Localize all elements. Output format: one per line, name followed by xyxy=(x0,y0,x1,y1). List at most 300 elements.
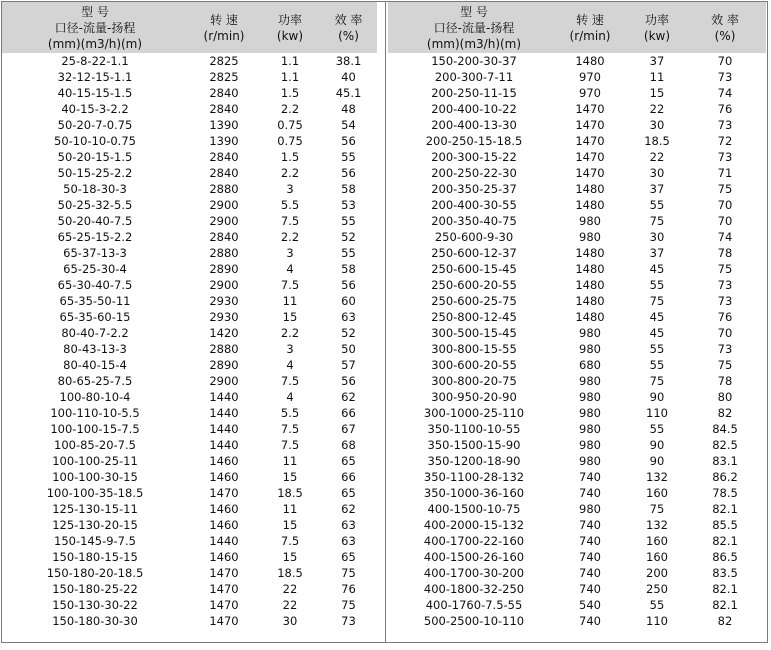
cell-efficiency: 73 xyxy=(717,150,733,164)
cell-model: 65-25-30-4 xyxy=(63,262,127,276)
cell-speed: 1470 xyxy=(575,134,605,148)
cell-model: 350-1100-28-132 xyxy=(423,470,525,484)
cell-efficiency: 56 xyxy=(341,166,356,180)
cell-model: 65-25-15-2.2 xyxy=(57,230,133,244)
table-row xyxy=(2,533,377,549)
cell-speed: 1440 xyxy=(209,534,239,548)
cell-speed: 970 xyxy=(579,86,601,100)
cell-power: 15 xyxy=(282,550,298,564)
header-speed-title: 转 速 xyxy=(210,13,238,27)
cell-speed: 980 xyxy=(579,502,601,516)
cell-speed: 1460 xyxy=(209,518,239,532)
cell-speed: 980 xyxy=(579,230,601,244)
cell-model: 300-1000-25-110 xyxy=(423,406,525,420)
cell-model: 100-100-30-15 xyxy=(52,470,138,484)
cell-model: 25-8-22-1.1 xyxy=(61,54,129,68)
cell-power: 55 xyxy=(649,198,665,212)
right-table-body xyxy=(388,53,766,629)
cell-efficiency: 57 xyxy=(341,358,356,372)
table-row xyxy=(2,517,377,533)
table-row xyxy=(2,197,377,213)
table-row xyxy=(388,149,766,165)
header-efficiency-units: (%) xyxy=(338,29,359,43)
table-row xyxy=(388,485,766,501)
cell-efficiency: 78.5 xyxy=(712,486,738,500)
cell-speed: 2930 xyxy=(209,310,239,324)
cell-efficiency: 56 xyxy=(341,278,356,292)
table-row xyxy=(388,85,766,101)
table-row xyxy=(2,341,377,357)
table-row xyxy=(388,341,766,357)
cell-speed: 980 xyxy=(579,454,601,468)
header-speed-units: (r/min) xyxy=(203,29,245,43)
cell-efficiency: 84.5 xyxy=(712,422,738,436)
table-row xyxy=(388,309,766,325)
cell-model: 40-15-15-1.5 xyxy=(57,86,133,100)
cell-model: 50-20-7-0.75 xyxy=(57,118,133,132)
cell-power: 22 xyxy=(649,150,665,164)
cell-power: 30 xyxy=(649,230,665,244)
cell-power: 200 xyxy=(646,566,668,580)
cell-speed: 980 xyxy=(579,326,601,340)
cell-efficiency: 38.1 xyxy=(335,54,362,68)
cell-efficiency: 82.1 xyxy=(712,502,738,516)
table-row xyxy=(2,101,377,117)
cell-model: 350-1100-10-55 xyxy=(427,422,521,436)
cell-efficiency: 56 xyxy=(341,374,356,388)
table-row xyxy=(2,597,377,613)
cell-efficiency: 58 xyxy=(341,262,356,276)
cell-speed: 1480 xyxy=(575,294,605,308)
cell-efficiency: 70 xyxy=(717,54,733,68)
cell-power: 22 xyxy=(649,102,665,116)
cell-efficiency: 83.5 xyxy=(712,566,738,580)
cell-efficiency: 56 xyxy=(341,134,356,148)
cell-model: 300-800-15-55 xyxy=(431,342,517,356)
cell-efficiency: 75 xyxy=(717,262,733,276)
cell-speed: 980 xyxy=(579,422,601,436)
cell-model: 50-10-10-0.75 xyxy=(54,134,136,148)
table-row xyxy=(2,405,377,421)
cell-power: 18.5 xyxy=(277,486,303,500)
cell-model: 150-180-30-30 xyxy=(52,614,138,628)
cell-power: 11 xyxy=(282,502,298,516)
table-row xyxy=(2,549,377,565)
cell-model: 65-37-13-3 xyxy=(63,246,127,260)
cell-power: 75 xyxy=(649,294,665,308)
table-row xyxy=(388,357,766,373)
cell-power: 11 xyxy=(282,294,298,308)
cell-model: 500-2500-10-110 xyxy=(423,614,525,628)
cell-speed: 1470 xyxy=(575,150,605,164)
cell-efficiency: 83.1 xyxy=(712,454,738,468)
cell-efficiency: 68 xyxy=(341,438,356,452)
cell-power: 5.5 xyxy=(280,406,300,420)
header-power xyxy=(620,2,694,53)
cell-efficiency: 74 xyxy=(717,86,733,100)
cell-speed: 1460 xyxy=(209,502,239,516)
cell-speed: 740 xyxy=(579,518,601,532)
table-row xyxy=(2,133,377,149)
cell-speed: 1420 xyxy=(209,326,239,340)
cell-speed: 2840 xyxy=(209,150,239,164)
cell-power: 7.5 xyxy=(280,438,300,452)
cell-efficiency: 78 xyxy=(717,246,733,260)
cell-power: 1.1 xyxy=(280,54,300,68)
cell-speed: 970 xyxy=(579,70,601,84)
cell-power: 15 xyxy=(282,310,298,324)
table-row xyxy=(388,581,766,597)
table-row xyxy=(388,117,766,133)
cell-model: 125-130-20-15 xyxy=(52,518,138,532)
cell-efficiency: 66 xyxy=(341,406,356,420)
cell-efficiency: 75 xyxy=(717,358,733,372)
cell-speed: 540 xyxy=(579,598,601,612)
cell-efficiency: 70 xyxy=(717,326,733,340)
cell-model: 150-145-9-7.5 xyxy=(54,534,136,548)
cell-efficiency: 71 xyxy=(717,166,733,180)
cell-speed: 1440 xyxy=(209,390,239,404)
table-row xyxy=(388,533,766,549)
header-model-title: 型 号 xyxy=(460,5,488,19)
cell-efficiency: 75 xyxy=(717,182,733,196)
cell-speed: 740 xyxy=(579,534,601,548)
cell-speed: 980 xyxy=(579,390,601,404)
cell-efficiency: 73 xyxy=(717,118,733,132)
table-row xyxy=(2,261,377,277)
cell-speed: 1470 xyxy=(209,486,239,500)
table-row xyxy=(388,165,766,181)
cell-power: 30 xyxy=(282,614,298,628)
table-row xyxy=(2,245,377,261)
table-row xyxy=(388,565,766,581)
cell-efficiency: 65 xyxy=(341,454,356,468)
cell-speed: 680 xyxy=(579,358,601,372)
cell-speed: 2880 xyxy=(209,182,239,196)
header-speed-title: 转 速 xyxy=(576,13,604,27)
cell-efficiency: 76 xyxy=(341,582,356,596)
cell-model: 50-25-32-5.5 xyxy=(57,198,133,212)
cell-power: 90 xyxy=(649,390,665,404)
cell-speed: 980 xyxy=(579,342,601,356)
table-row xyxy=(2,85,377,101)
table-row xyxy=(2,277,377,293)
cell-model: 65-35-50-11 xyxy=(59,294,131,308)
cell-power: 55 xyxy=(649,358,665,372)
cell-model: 32-12-15-1.1 xyxy=(57,70,133,84)
table-row xyxy=(388,437,766,453)
cell-power: 132 xyxy=(646,518,668,532)
cell-model: 250-600-12-37 xyxy=(431,246,517,260)
header-model-subtitle: 口径-流量-扬程 xyxy=(54,21,136,35)
table-row xyxy=(388,229,766,245)
cell-power: 7.5 xyxy=(280,278,300,292)
cell-model: 100-100-25-11 xyxy=(52,454,138,468)
cell-speed: 1480 xyxy=(575,310,605,324)
cell-model: 250-800-12-45 xyxy=(431,310,517,324)
cell-model: 250-600-15-45 xyxy=(431,262,517,276)
table-row xyxy=(388,293,766,309)
table-row xyxy=(2,437,377,453)
table-row xyxy=(388,549,766,565)
header-model-units: (mm)(m3/h)(m) xyxy=(47,37,143,51)
cell-speed: 1480 xyxy=(575,278,605,292)
cell-model: 150-200-30-37 xyxy=(431,54,517,68)
cell-power: 3 xyxy=(286,342,294,356)
cell-speed: 1470 xyxy=(209,598,239,612)
cell-model: 200-400-30-55 xyxy=(431,198,517,212)
table-row xyxy=(2,613,377,629)
cell-model: 200-300-15-22 xyxy=(431,150,517,164)
cell-model: 50-15-25-2.2 xyxy=(57,166,133,180)
cell-power: 75 xyxy=(649,374,665,388)
table-row xyxy=(388,133,766,149)
cell-power: 37 xyxy=(649,182,665,196)
cell-speed: 740 xyxy=(579,486,601,500)
cell-model: 125-130-15-11 xyxy=(52,502,138,516)
cell-power: 15 xyxy=(649,86,665,100)
cell-model: 200-350-25-37 xyxy=(431,182,517,196)
header-speed-units: (r/min) xyxy=(569,29,611,43)
cell-efficiency: 70 xyxy=(717,214,733,228)
cell-speed: 980 xyxy=(579,214,601,228)
table-row xyxy=(388,101,766,117)
cell-speed: 1460 xyxy=(209,550,239,564)
table-row xyxy=(388,453,766,469)
cell-power: 11 xyxy=(649,70,665,84)
cell-model: 80-65-25-7.5 xyxy=(57,374,133,388)
cell-speed: 2840 xyxy=(209,230,239,244)
cell-speed: 740 xyxy=(579,566,601,580)
cell-efficiency: 75 xyxy=(341,566,356,580)
cell-power: 3 xyxy=(286,246,294,260)
table-row xyxy=(2,309,377,325)
cell-power: 15 xyxy=(282,518,298,532)
cell-model: 300-500-15-45 xyxy=(431,326,517,340)
cell-efficiency: 65 xyxy=(341,550,356,564)
cell-efficiency: 66 xyxy=(341,470,356,484)
header-efficiency-title: 效 率 xyxy=(334,13,363,27)
cell-model: 50-18-30-3 xyxy=(63,182,127,196)
cell-model: 400-2000-15-132 xyxy=(423,518,525,532)
cell-efficiency: 82.1 xyxy=(712,598,738,612)
cell-efficiency: 85.5 xyxy=(712,518,738,532)
cell-efficiency: 78 xyxy=(717,374,733,388)
left-table-panel xyxy=(2,2,377,629)
table-row xyxy=(2,581,377,597)
table-row xyxy=(388,325,766,341)
cell-efficiency: 40 xyxy=(341,70,356,84)
cell-power: 75 xyxy=(649,214,665,228)
cell-efficiency: 73 xyxy=(717,342,733,356)
cell-speed: 1390 xyxy=(209,134,239,148)
table-row xyxy=(388,277,766,293)
cell-speed: 1470 xyxy=(575,118,605,132)
header-power-units: (kw) xyxy=(276,29,304,43)
cell-power: 30 xyxy=(649,166,665,180)
table-row xyxy=(2,181,377,197)
cell-model: 80-43-13-3 xyxy=(63,342,127,356)
cell-efficiency: 82 xyxy=(717,614,733,628)
table-row xyxy=(2,389,377,405)
header-efficiency-units: (%) xyxy=(714,29,736,43)
cell-power: 2.2 xyxy=(280,230,300,244)
cell-power: 2.2 xyxy=(280,326,300,340)
header-power-title: 功率 xyxy=(277,13,302,27)
cell-model: 200-400-13-30 xyxy=(431,118,517,132)
cell-speed: 980 xyxy=(579,438,601,452)
table-row xyxy=(2,229,377,245)
cell-efficiency: 52 xyxy=(341,326,356,340)
cell-power: 5.5 xyxy=(280,198,300,212)
cell-speed: 2930 xyxy=(209,294,239,308)
cell-power: 11 xyxy=(282,454,298,468)
cell-power: 160 xyxy=(646,534,668,548)
header-model-subtitle: 口径-流量-扬程 xyxy=(433,21,515,35)
cell-power: 1.1 xyxy=(280,70,300,84)
cell-efficiency: 63 xyxy=(341,310,356,324)
cell-model: 200-250-22-30 xyxy=(431,166,517,180)
cell-speed: 740 xyxy=(579,582,601,596)
cell-power: 75 xyxy=(649,502,665,516)
cell-power: 22 xyxy=(282,598,298,612)
cell-model: 400-1800-32-250 xyxy=(423,582,525,596)
cell-speed: 2825 xyxy=(209,70,239,84)
cell-model: 200-400-10-22 xyxy=(431,102,517,116)
cell-power: 55 xyxy=(649,342,665,356)
cell-speed: 1480 xyxy=(575,262,605,276)
cell-power: 37 xyxy=(649,246,665,260)
table-row xyxy=(388,181,766,197)
cell-power: 4 xyxy=(286,390,294,404)
cell-efficiency: 55 xyxy=(341,214,356,228)
cell-model: 400-1700-22-160 xyxy=(423,534,525,548)
cell-power: 0.75 xyxy=(277,118,303,132)
cell-model: 50-20-40-7.5 xyxy=(57,214,133,228)
cell-power: 1.5 xyxy=(280,86,300,100)
cell-speed: 740 xyxy=(579,550,601,564)
cell-efficiency: 48 xyxy=(341,102,356,116)
table-row xyxy=(2,213,377,229)
cell-power: 18.5 xyxy=(277,566,303,580)
cell-speed: 1480 xyxy=(575,198,605,212)
cell-speed: 740 xyxy=(579,470,601,484)
cell-power: 0.75 xyxy=(277,134,303,148)
right-table-panel xyxy=(388,2,766,629)
cell-efficiency: 52 xyxy=(341,230,356,244)
table-row xyxy=(2,565,377,581)
table-row xyxy=(388,245,766,261)
right-header-row xyxy=(388,2,766,53)
cell-efficiency: 76 xyxy=(717,310,733,324)
cell-speed: 2840 xyxy=(209,86,239,100)
table-row xyxy=(388,69,766,85)
header-speed xyxy=(560,2,620,53)
cell-model: 100-85-20-7.5 xyxy=(54,438,136,452)
panel-divider xyxy=(385,1,386,643)
cell-power: 45 xyxy=(649,326,665,340)
cell-model: 100-100-15-7.5 xyxy=(50,422,140,436)
cell-efficiency: 72 xyxy=(717,134,733,148)
cell-speed: 1480 xyxy=(575,182,605,196)
cell-power: 22 xyxy=(282,582,298,596)
cell-efficiency: 73 xyxy=(717,294,733,308)
left-header-row xyxy=(2,2,377,53)
cell-efficiency: 65 xyxy=(341,486,356,500)
header-model xyxy=(388,2,560,53)
cell-efficiency: 70 xyxy=(717,198,733,212)
cell-efficiency: 73 xyxy=(717,278,733,292)
cell-power: 3 xyxy=(286,182,294,196)
cell-model: 300-950-20-90 xyxy=(431,390,517,404)
header-model-title: 型 号 xyxy=(81,5,109,19)
cell-model: 150-180-25-22 xyxy=(52,582,138,596)
cell-model: 150-180-15-15 xyxy=(52,550,138,564)
table-row xyxy=(2,373,377,389)
table-row xyxy=(388,53,766,69)
cell-speed: 1460 xyxy=(209,470,239,484)
header-efficiency-title: 效 率 xyxy=(711,13,739,27)
cell-power: 4 xyxy=(286,262,294,276)
cell-power: 15 xyxy=(282,470,298,484)
cell-efficiency: 45.1 xyxy=(335,86,362,100)
cell-speed: 1440 xyxy=(209,422,239,436)
cell-speed: 2825 xyxy=(209,54,239,68)
cell-power: 55 xyxy=(649,422,665,436)
cell-power: 55 xyxy=(649,278,665,292)
table-row xyxy=(2,421,377,437)
cell-power: 37 xyxy=(649,54,665,68)
cell-efficiency: 50 xyxy=(341,342,356,356)
cell-power: 7.5 xyxy=(280,534,300,548)
cell-power: 90 xyxy=(649,438,665,452)
cell-model: 80-40-7-2.2 xyxy=(61,326,129,340)
cell-speed: 1470 xyxy=(575,166,605,180)
cell-power: 2.2 xyxy=(280,102,300,116)
table-row xyxy=(388,197,766,213)
cell-speed: 1470 xyxy=(209,614,239,628)
table-row xyxy=(388,597,766,613)
table-row xyxy=(388,261,766,277)
cell-power: 18.5 xyxy=(644,134,670,148)
cell-speed: 2890 xyxy=(209,262,239,276)
cell-model: 300-800-20-75 xyxy=(431,374,517,388)
cell-model: 65-30-40-7.5 xyxy=(57,278,133,292)
cell-efficiency: 86.2 xyxy=(712,470,738,484)
cell-efficiency: 62 xyxy=(341,502,356,516)
cell-model: 400-1760-7.5-55 xyxy=(425,598,523,612)
cell-power: 1.5 xyxy=(280,150,300,164)
header-power-units: (kw) xyxy=(643,29,671,43)
cell-model: 65-35-60-15 xyxy=(59,310,131,324)
table-row xyxy=(388,613,766,629)
cell-power: 7.5 xyxy=(280,214,300,228)
cell-power: 30 xyxy=(649,118,665,132)
table-row xyxy=(388,389,766,405)
table-row xyxy=(388,405,766,421)
cell-efficiency: 53 xyxy=(341,198,356,212)
cell-speed: 1470 xyxy=(209,582,239,596)
cell-speed: 2900 xyxy=(209,278,239,292)
cell-power: 4 xyxy=(286,358,294,372)
cell-efficiency: 63 xyxy=(341,534,356,548)
cell-speed: 1480 xyxy=(575,54,605,68)
cell-model: 100-110-10-5.5 xyxy=(50,406,140,420)
table-row xyxy=(2,69,377,85)
cell-model: 400-1500-26-160 xyxy=(423,550,525,564)
cell-efficiency: 63 xyxy=(341,518,356,532)
cell-speed: 2840 xyxy=(209,102,239,116)
